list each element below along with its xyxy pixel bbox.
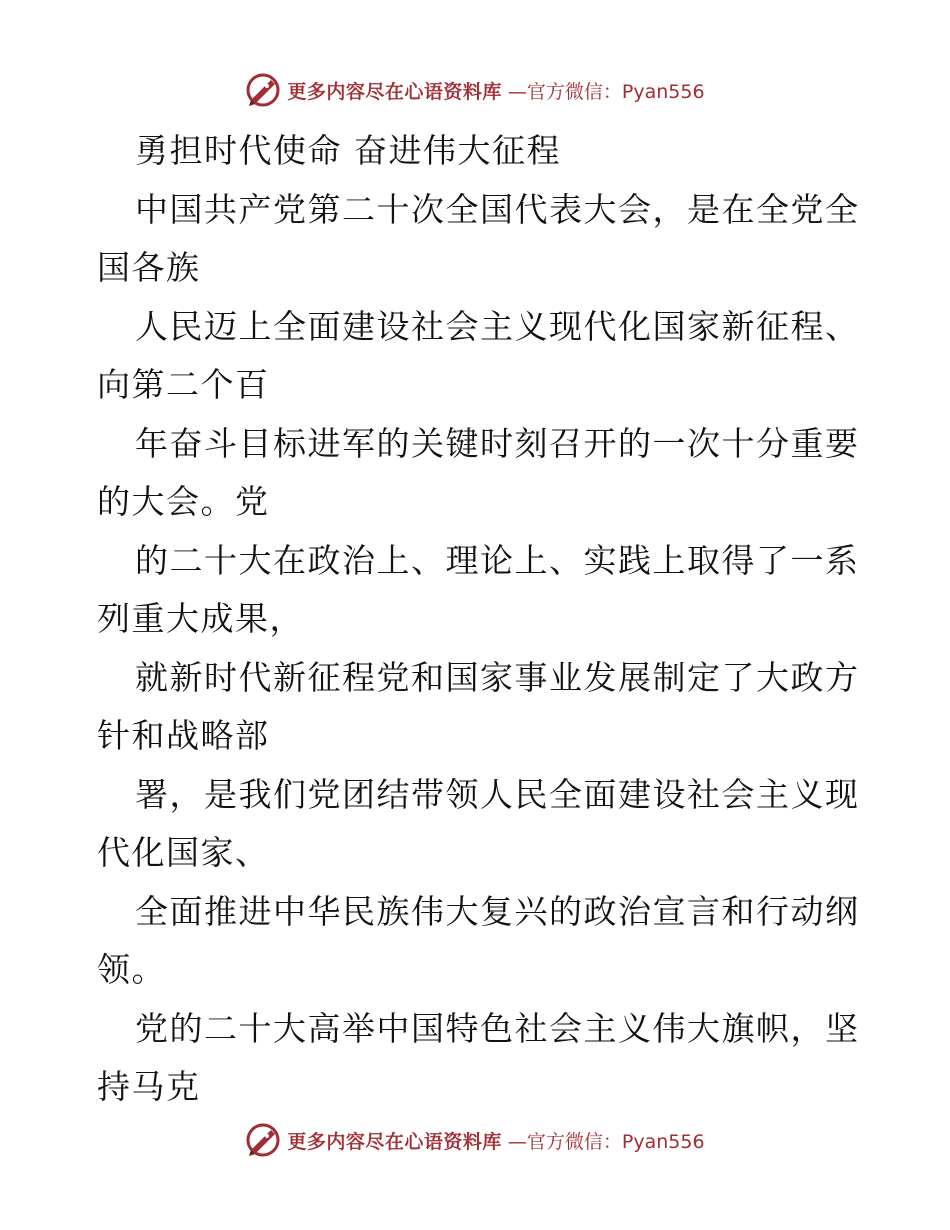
footer-banner xyxy=(0,1120,950,1160)
text-line: 的二十大在政治上、理论上、实践上取得了一系 xyxy=(135,540,860,580)
text-line: 人民迈上全面建设社会主义现代化国家新征程、 xyxy=(135,306,860,346)
text-line: 党的二十大高举中国特色社会主义伟大旗帜，坚 xyxy=(135,1008,860,1048)
text-line: 中国共产党第二十次全国代表大会，是在全党全 xyxy=(135,189,860,229)
text-line: 持马克 xyxy=(97,1067,201,1106)
footer-banner-contact: —官方微信：Pyan556 xyxy=(507,1130,705,1153)
text-line: 的大会。党 xyxy=(97,482,270,521)
footer-banner-text: 更多内容尽在心语资料库 xyxy=(287,1130,502,1153)
text-line: 署，是我们党团结带领人民全面建设社会主义现 xyxy=(135,774,860,814)
text-line: 针和战略部 xyxy=(97,716,270,755)
text-line: 向第二个百 xyxy=(97,365,270,404)
header-banner-text: 更多内容尽在心语资料库 xyxy=(287,80,502,103)
document-body xyxy=(97,122,860,1117)
header-banner xyxy=(0,70,950,110)
text-line: 国各族 xyxy=(97,248,201,287)
text-line: 就新时代新征程党和国家事业发展制定了大政方 xyxy=(135,657,860,697)
text-line: 全面推进中华民族伟大复兴的政治宣言和行动纲 xyxy=(135,891,860,931)
text-line: 领。 xyxy=(97,950,166,989)
text-line: 勇担时代使命 奋进伟大征程 xyxy=(135,131,561,170)
header-banner-contact: —官方微信：Pyan556 xyxy=(507,80,705,103)
text-line: 年奋斗目标进军的关键时刻召开的一次十分重要 xyxy=(135,423,860,463)
text-line: 代化国家、 xyxy=(97,833,270,872)
text-line: 列重大成果， xyxy=(97,599,304,638)
pen-logo-icon xyxy=(245,72,281,108)
pen-logo-icon xyxy=(245,1122,281,1158)
